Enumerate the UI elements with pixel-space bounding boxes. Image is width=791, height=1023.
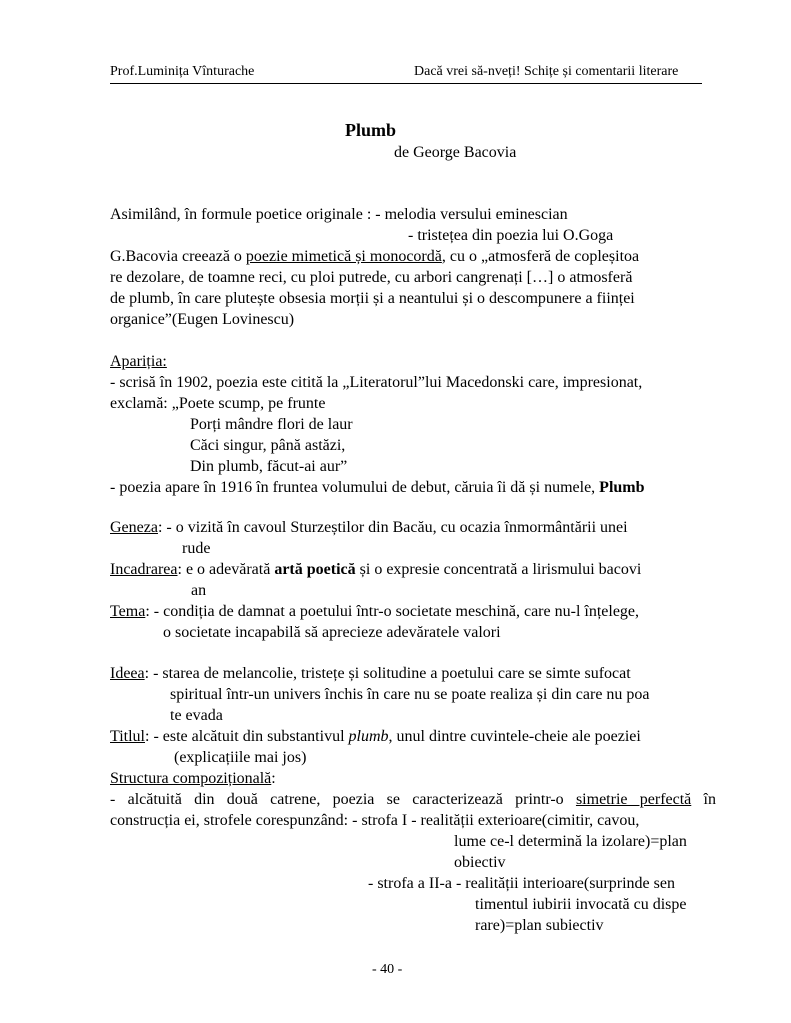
- intro-line-3: [110, 247, 639, 267]
- poem-author: de George Bacovia: [394, 144, 517, 161]
- titlul-line-1: [110, 727, 641, 747]
- incadrarea-label: Incadrarea: [110, 561, 178, 578]
- intro-line-4: re dezolare, de toamne reci, cu ploi putrede, cu arbori cangrenați […] o atmosferă: [110, 269, 633, 286]
- volume-name: Plumb: [599, 479, 645, 496]
- geneza-line-2: rude: [182, 540, 211, 557]
- incadrarea-line-1: [110, 560, 641, 580]
- titlul-text: , unul dintre cuvintele-cheie ale poeziei: [388, 728, 641, 745]
- incadrarea-text: și o expresie concentrată a lirismului bacovi: [355, 561, 642, 578]
- intro-line-2: - tristețea din poezia lui O.Goga: [408, 227, 614, 244]
- geneza-label: Geneza: [110, 519, 158, 536]
- page-number: - 40 -: [372, 962, 403, 977]
- aparitia-text: - poezia apare în 1916 în fruntea volumului de debut, căruia îi dă și numele,: [110, 479, 600, 496]
- aparitia-heading: Apariția:: [110, 353, 167, 370]
- titlul-emphasis: plumb: [348, 728, 389, 745]
- header-book-title: Dacă vrei să-nveți! Schițe și comentarii literare: [414, 64, 679, 79]
- header-author: Prof.Luminița Vînturache: [110, 64, 255, 79]
- titlul-label: Titlul: [110, 728, 145, 745]
- geneza-text: : - o vizită în cavoul Sturzeștilor din Bacău, cu ocazia înmormântării unei: [157, 519, 628, 536]
- structura-line-4: obiectiv: [454, 854, 506, 871]
- structura-text: - alcătuită din două catrene, poezia se caracterizează printr-o: [110, 791, 576, 808]
- tema-line-2: o societate incapabilă să aprecieze adevăratele valori: [163, 624, 501, 641]
- ideea-text: : - starea de melancolie, tristețe și solitudine a poetului care se simte sufocat: [144, 665, 631, 682]
- structura-label: Structura compozițională: [110, 770, 272, 787]
- structura-heading: [110, 769, 276, 789]
- structura-line-7: rare)=plan subiectiv: [475, 917, 604, 934]
- aparitia-line-2: exclamă: „Poete scump, pe frunte: [110, 395, 326, 412]
- intro-emphasis: poezie mimetică și monocordă: [245, 248, 442, 265]
- ideea-line-2: spiritual într-un univers închis în care nu se poate realiza și din care nu poa: [170, 686, 650, 703]
- verse-line-2: Căci singur, până astăzi,: [190, 437, 346, 454]
- structura-line-2: construcția ei, strofele corespunzând: - strofa I - realității exterioare(cimitir, cavou,: [110, 812, 640, 829]
- structura-line-1: [110, 790, 716, 810]
- structura-line-5: - strofa a II-a - realității interioare(surprinde sen: [368, 875, 675, 892]
- verse-line-3: Din plumb, făcut-ai aur”: [190, 458, 348, 475]
- incadrarea-line-2: an: [191, 582, 207, 599]
- tema-line-1: [110, 602, 639, 622]
- structura-line-6: timentul iubirii invocată cu dispe: [475, 896, 687, 913]
- structura-emphasis: simetrie perfectă: [575, 791, 692, 808]
- geneza-line-1: [110, 518, 628, 538]
- intro-line-5: de plumb, în care plutește obsesia morții și a neantului și o descompunere a ființei: [110, 290, 635, 307]
- structura-line-3: lume ce-l determină la izolare)=plan: [454, 833, 687, 850]
- intro-text: G.Bacovia creează o: [110, 248, 246, 265]
- poem-title: Plumb: [345, 120, 397, 140]
- ideea-line-3: te evada: [170, 707, 223, 724]
- tema-label: Tema: [110, 603, 146, 620]
- structura-text: în: [691, 791, 717, 808]
- incadrarea-emphasis: artă poetică: [274, 561, 356, 578]
- titlul-line-2: (explicațiile mai jos): [174, 749, 307, 766]
- titlul-text: : - este alcătuit din substantivul: [145, 728, 349, 745]
- verse-line-1: Porți mândre flori de laur: [190, 416, 353, 433]
- ideea-label: Ideea: [110, 665, 145, 682]
- tema-text: : - condiția de damnat a poetului într-o societate meschină, care nu-l înțelege,: [145, 603, 640, 620]
- structura-colon: :: [271, 770, 276, 787]
- incadrarea-text: : e o adevărată: [177, 561, 275, 578]
- intro-line-6: organice”(Eugen Lovinescu): [110, 311, 295, 328]
- ideea-line-1: [110, 664, 631, 684]
- intro-text: , cu o „atmosferă de copleșitoa: [441, 248, 640, 265]
- aparitia-line-3: [110, 478, 645, 498]
- header-rule: [110, 83, 702, 84]
- aparitia-line-1: - scrisă în 1902, poezia este citită la „Literatorul”lui Macedonski care, impresionat,: [110, 374, 643, 391]
- intro-line-1: Asimilând, în formule poetice originale : - melodia versului eminescian: [110, 206, 568, 223]
